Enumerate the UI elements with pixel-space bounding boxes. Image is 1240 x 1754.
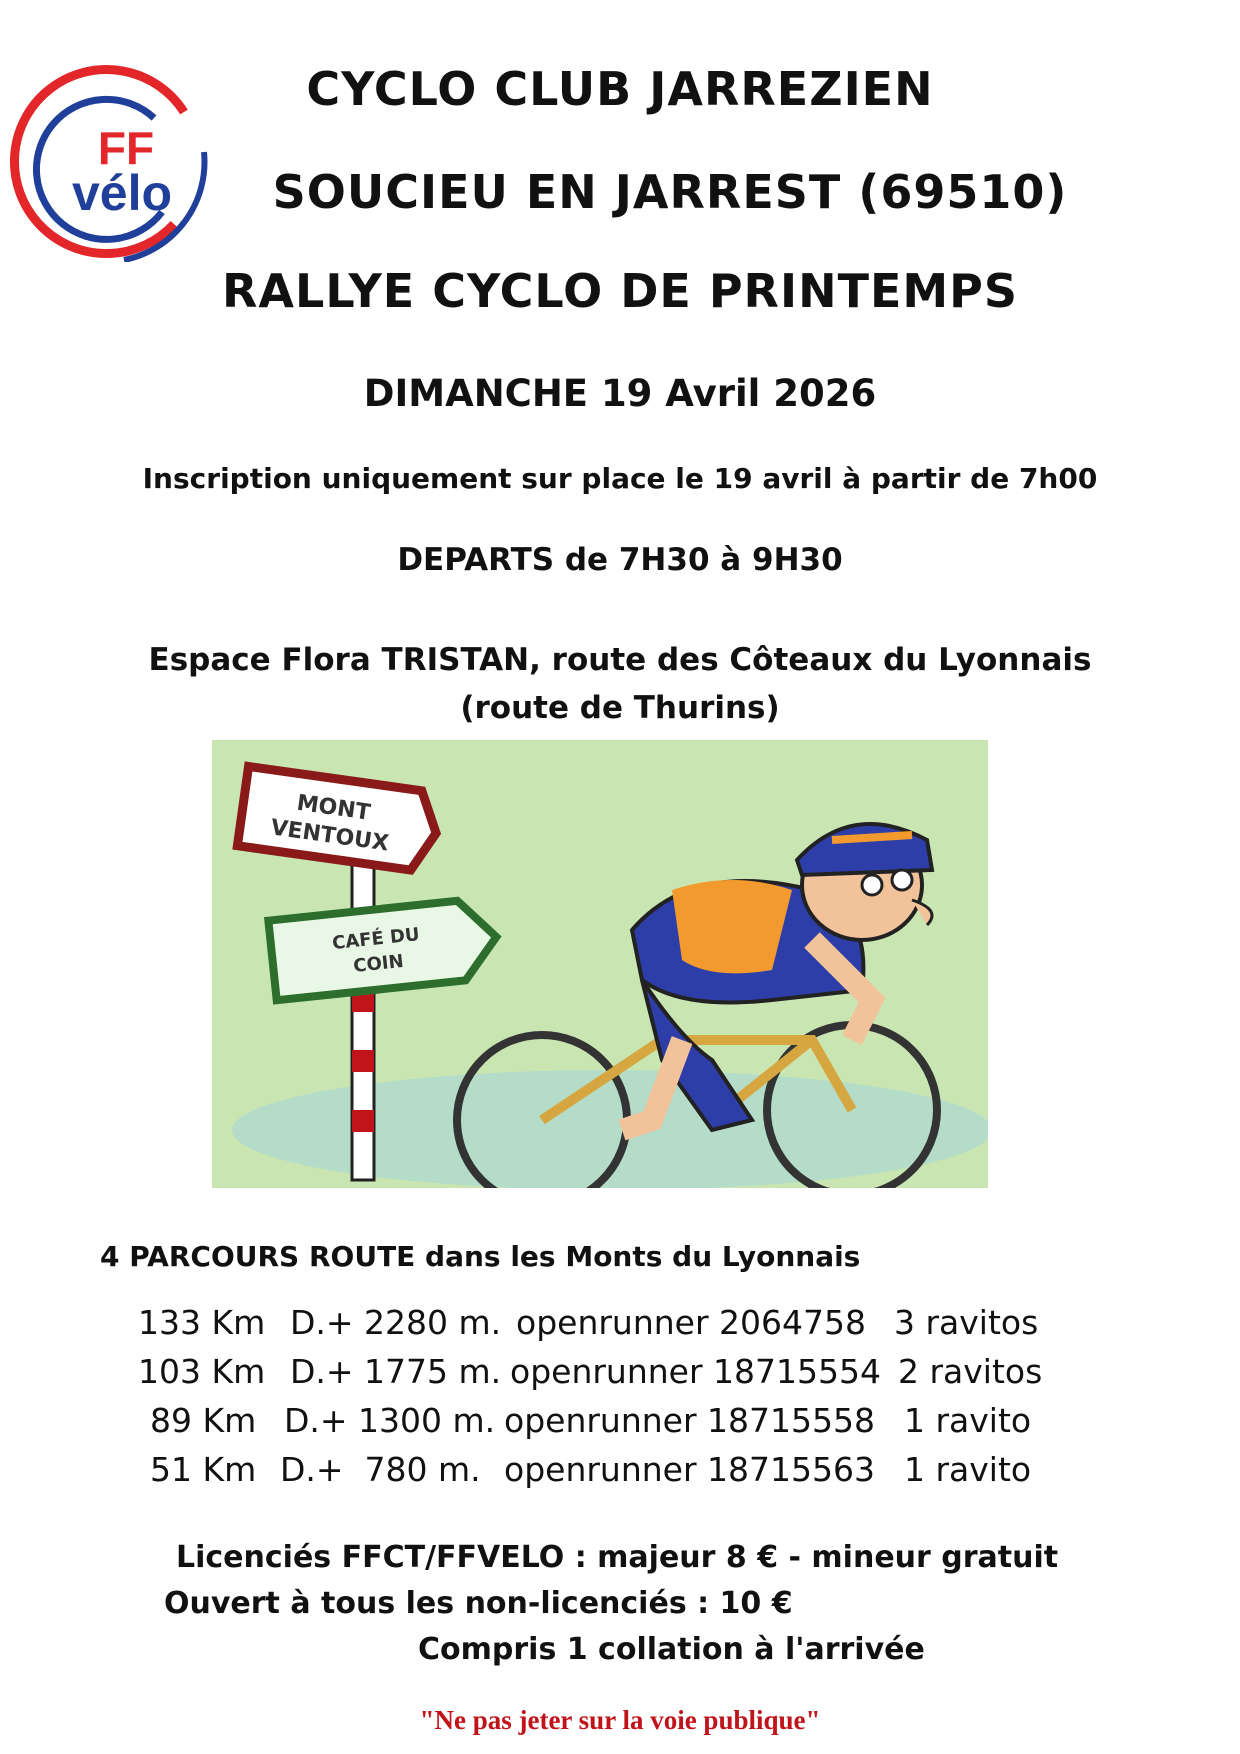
location-line1: Espace Flora TRISTAN, route des Côteaux du Lyonnais: [148, 642, 1092, 678]
route-dplus: D.+ 1775 m.: [290, 1352, 502, 1391]
route-ravitos: 1 ravito: [904, 1401, 1032, 1440]
svg-text:COIN: COIN: [352, 950, 405, 977]
cyclist-illustration: [212, 740, 988, 1188]
svg-text:MONT: MONT: [295, 790, 372, 826]
route-openrunner: openrunner 18715563: [504, 1450, 875, 1489]
club-town: SOUCIEU EN JARREST (69510): [272, 165, 1068, 219]
logo-ff: FF: [97, 122, 155, 174]
event-date: DIMANCHE 19 Avril 2026: [363, 372, 877, 415]
route-row: [0, 1450, 1240, 1498]
departs-info: DEPARTS de 7H30 à 9H30: [397, 542, 843, 578]
route-km: 89 Km: [150, 1401, 257, 1440]
route-openrunner: openrunner 18715554: [510, 1352, 881, 1391]
route-row: [0, 1352, 1240, 1400]
inscription-info: Inscription uniquement sur place le 19 avril à partir de 7h00: [142, 462, 1098, 495]
pricing-collation: Compris 1 collation à l'arrivée: [418, 1632, 925, 1667]
disposal-notice: "Ne pas jeter sur la voie publique": [419, 1705, 821, 1735]
svg-text:CAFÉ DU: CAFÉ DU: [331, 924, 421, 955]
route-ravitos: 2 ravitos: [898, 1352, 1043, 1391]
club-name: CYCLO CLUB JARREZIEN: [306, 62, 934, 116]
route-openrunner: openrunner 18715558: [504, 1401, 875, 1440]
route-dplus: D.+ 2280 m.: [290, 1303, 502, 1342]
route-openrunner: openrunner 2064758: [516, 1303, 866, 1342]
logo-velo: vélo: [71, 165, 173, 221]
svg-text:VENTOUX: VENTOUX: [268, 815, 391, 857]
route-km: 51 Km: [150, 1450, 257, 1489]
route-km: 103 Km: [138, 1352, 266, 1391]
route-km: 133 Km: [138, 1303, 266, 1342]
route-ravitos: 1 ravito: [904, 1450, 1032, 1489]
parcours-title: 4 PARCOURS ROUTE dans les Monts du Lyonnais: [100, 1240, 861, 1273]
route-row: [0, 1303, 1240, 1351]
route-dplus: D.+ 780 m.: [280, 1450, 481, 1489]
pricing-non-licencies: Ouvert à tous les non-licenciés : 10 €: [164, 1586, 793, 1621]
location-line2: (route de Thurins): [460, 690, 780, 726]
route-row: [0, 1401, 1240, 1449]
event-title: RALLYE CYCLO DE PRINTEMPS: [222, 264, 1018, 318]
route-dplus: D.+ 1300 m.: [284, 1401, 496, 1440]
pricing-licencies: Licenciés FFCT/FFVELO : majeur 8 € - mineur gratuit: [176, 1540, 1059, 1575]
route-ravitos: 3 ravitos: [894, 1303, 1039, 1342]
